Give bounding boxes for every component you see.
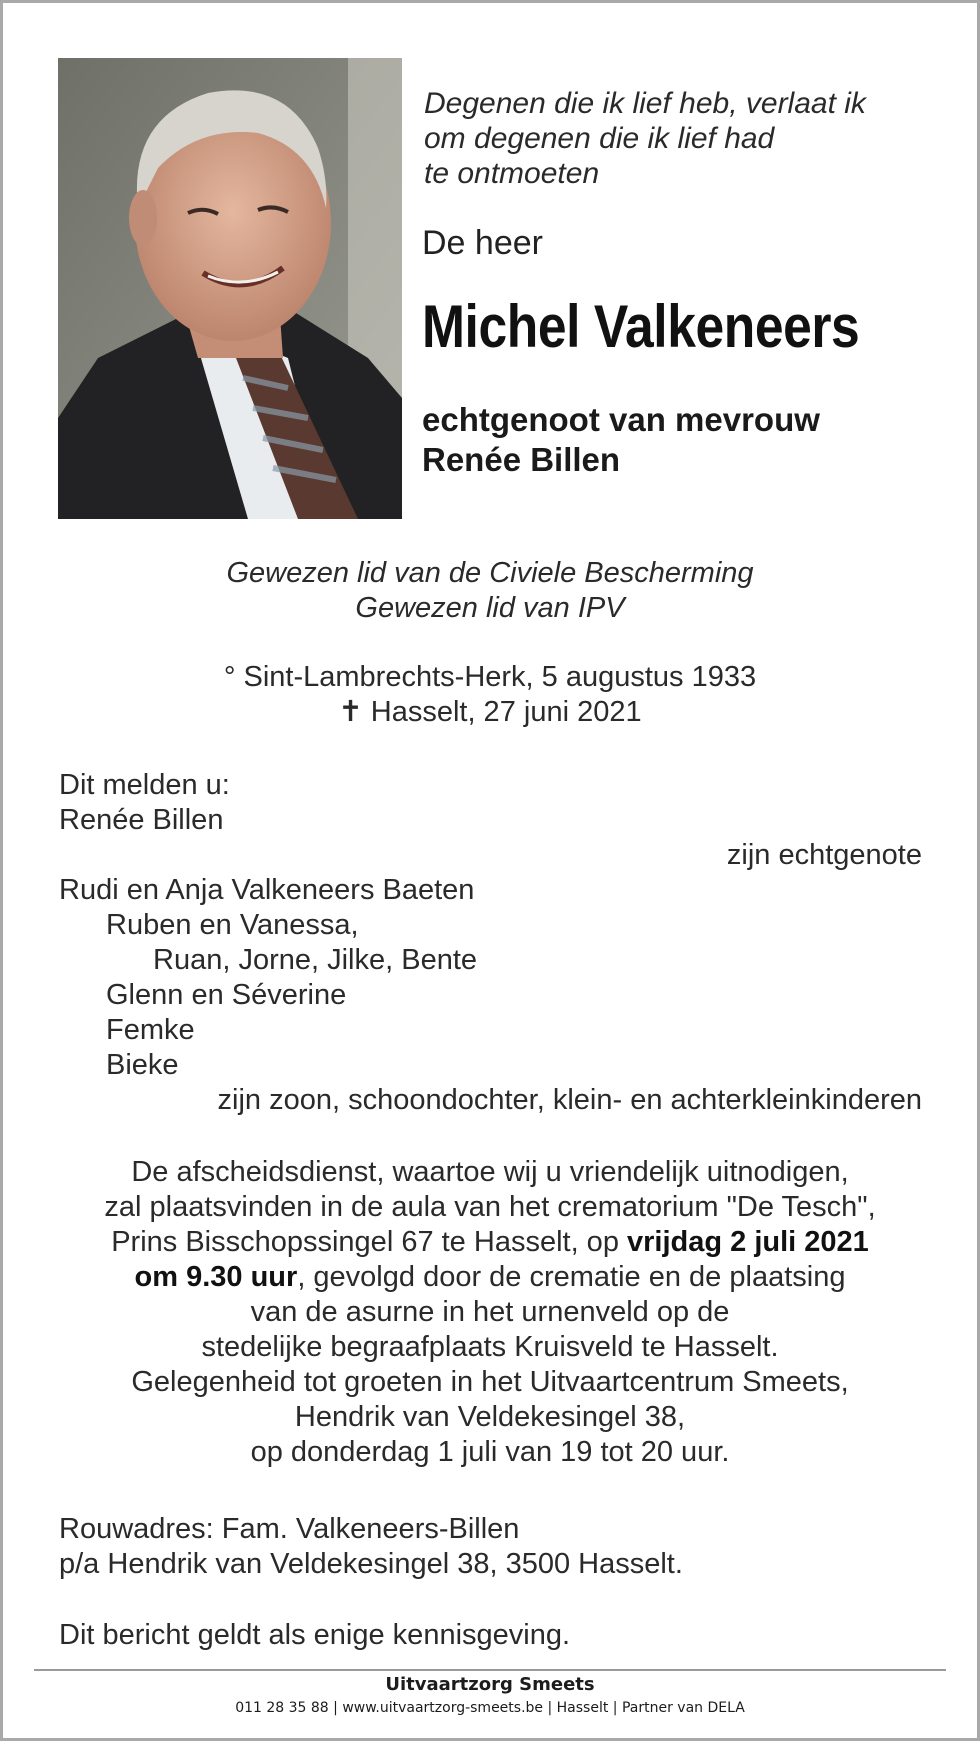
quote-line: Degenen die ik lief heb, verlaat ik <box>424 87 866 120</box>
service-text: Prins Bisschopssingel 67 te Hasselt, op <box>111 1226 627 1258</box>
membership-line: Gewezen lid van de Civiele Bescherming <box>226 557 754 589</box>
service-line <box>40 1260 940 1295</box>
spouse-line: echtgenoot van mevrouw <box>422 401 820 438</box>
death-info: ✝ Hasselt, 27 juni 2021 <box>338 696 642 728</box>
mourning-address: p/a Hendrik van Veldekesingel 38, 3500 Hasselt. <box>59 1548 683 1580</box>
service-line: op donderdag 1 juli van 19 tot 20 uur. <box>250 1436 730 1468</box>
grandchild-entry: Bieke <box>106 1049 179 1081</box>
service-line: Hendrik van Veldekesingel 38, <box>294 1401 686 1433</box>
funeral-home-details: 011 28 35 88 | www.uitvaartzorg-smeets.be | Hasselt | Partner van DELA <box>235 1700 745 1716</box>
son-entry: Rudi en Anja Valkeneers Baeten <box>59 874 475 906</box>
service-time: om 9.30 uur <box>134 1261 298 1293</box>
spouse-name: Renée Billen <box>422 441 621 478</box>
service-line: Gelegenheid tot groeten in het Uitvaartcentrum Smeets, <box>131 1366 849 1398</box>
spouse-relation: zijn echtgenote <box>726 839 922 871</box>
farewell-quote <box>424 86 944 191</box>
mourning-address: Rouwadres: Fam. Valkeneers-Billen <box>59 1513 520 1545</box>
portrait-photo <box>58 58 402 519</box>
notice-text: Dit bericht geldt als enige kennisgeving. <box>59 1619 571 1651</box>
service-line: stedelijke begraafplaats Kruisveld te Hasselt. <box>201 1331 779 1363</box>
footer-divider <box>34 1669 946 1671</box>
birth-info: ° Sint-Lambrechts-Herk, 5 augustus 1933 <box>223 661 757 693</box>
quote-line: te ontmoeten <box>424 157 600 190</box>
service-date: vrijdag 2 juli 2021 <box>627 1226 869 1258</box>
service-line: De afscheidsdienst, waartoe wij u vriendelijk uitnodigen, <box>131 1156 849 1188</box>
deceased-name: Michel Valkeneers <box>422 293 860 360</box>
membership-line: Gewezen lid van IPV <box>355 592 625 624</box>
service-line: van de asurne in het urnenveld op de <box>250 1296 730 1328</box>
family-intro: Dit melden u: <box>59 769 230 801</box>
spouse-info <box>422 400 820 480</box>
family-relation: zijn zoon, schoondochter, klein- en achterkleinkinderen <box>217 1084 922 1116</box>
service-text: , gevolgd door de crematie en de plaatsing <box>297 1261 846 1293</box>
service-line <box>40 1225 940 1260</box>
quote-line: om degenen die ik lief had <box>424 122 775 155</box>
service-details <box>40 1155 940 1470</box>
great-grandchildren-entry: Ruan, Jorne, Jilke, Bente <box>153 944 478 976</box>
honorific: De heer <box>422 224 543 262</box>
spouse-entry: Renée Billen <box>59 804 224 836</box>
grandchild-entry: Ruben en Vanessa, <box>106 909 359 941</box>
grandchild-entry: Glenn en Séverine <box>106 979 347 1011</box>
service-line: zal plaatsvinden in de aula van het crematorium "De Tesch", <box>104 1191 876 1223</box>
grandchild-entry: Femke <box>106 1014 195 1046</box>
funeral-home-name: Uitvaartzorg Smeets <box>385 1674 595 1695</box>
